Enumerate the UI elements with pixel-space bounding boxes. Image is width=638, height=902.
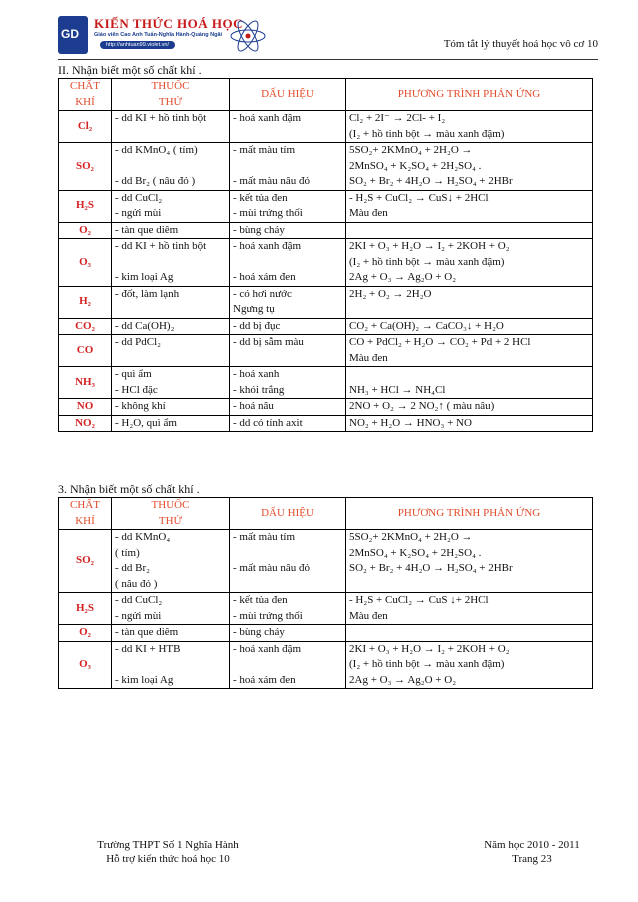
reagent-cell — [112, 530, 230, 593]
sign-line: - mùi trứng thối — [233, 207, 303, 219]
sign-cell — [230, 530, 346, 593]
column-header-gas-line: CHẤT — [70, 80, 100, 92]
reaction-line: Cl₂ + 2I⁻ → 2Cl- + I₂ — [349, 112, 446, 124]
gas-formula: CO — [76, 343, 94, 356]
reagent-cell — [112, 143, 230, 191]
reagent-line: - HCl đặc — [115, 383, 158, 396]
reaction-line: (I₂ + hồ tinh bột → màu xanh đậm) — [349, 658, 505, 670]
sign-line: - có hơi nước — [233, 287, 292, 300]
reaction-line: NH₃ + HCl → NH₄Cl — [349, 383, 446, 396]
sign-cell — [230, 625, 346, 642]
reaction-line: 2Ag + O₃ → Ag₂O + O₂ — [349, 673, 457, 686]
reagent-line: - dd CuCl₂ — [115, 594, 163, 606]
reaction-line: 2H₂ + O₂ → 2H₂O — [349, 287, 432, 300]
gas-identification-table-1 — [58, 78, 593, 432]
site-logo — [58, 16, 280, 56]
reaction-line: 2KI + O₃ + H₂O → I₂ + 2KOH + O₂ — [349, 240, 510, 252]
reagent-line — [115, 657, 226, 673]
sign-line: - hoá xanh đậm — [233, 240, 302, 252]
atom-icon — [228, 18, 268, 54]
logo-subtitle: Giáo viên Cao Anh Tuấn-Nghĩa Hành-Quảng Ngãi — [94, 32, 223, 38]
table-header-row — [59, 79, 593, 111]
reaction-line: - H₂S + CuCl₂ → CuS↓ + 2HCl — [349, 191, 489, 204]
gas-formula: O₂ — [79, 223, 91, 236]
gas-formula-cell — [59, 641, 112, 689]
sign-cell — [230, 286, 346, 318]
reagent-line: - kim loại Ag — [115, 673, 174, 686]
table-row — [59, 625, 593, 642]
sign-cell — [230, 143, 346, 191]
reaction-line: (I₂ + hồ tinh bột → màu xanh đậm) — [349, 255, 505, 268]
reaction-line: Màu đen — [349, 609, 388, 622]
table-row — [59, 593, 593, 625]
reaction-cell — [346, 530, 593, 593]
reaction-cell — [346, 286, 593, 318]
sign-line: - bùng cháy — [233, 626, 285, 638]
table-row — [59, 143, 593, 191]
column-header-reagent — [112, 498, 230, 530]
reagent-cell — [112, 593, 230, 625]
sign-line: - kết tủa đen — [233, 191, 288, 204]
gas-formula: SO₂ — [76, 159, 94, 172]
column-header-sign — [230, 79, 346, 111]
reaction-line — [349, 367, 589, 383]
reagent-line — [115, 159, 226, 175]
sign-line — [233, 577, 342, 593]
table-header-row — [59, 498, 593, 530]
sign-line: - dd bị sẫm màu — [233, 336, 304, 348]
reaction-line: SO₂ + Br₂ + 4H₂O → H₂SO₄ + 2HBr — [349, 562, 513, 574]
reagent-line: - dd KMnO₄ ( tím) — [115, 144, 198, 156]
reagent-line: - dd Br₂ ( nâu đỏ ) — [115, 175, 196, 187]
reagent-line: ( tím) — [115, 546, 140, 559]
reagent-line: - dd KI + hồ tinh bột — [115, 112, 207, 124]
logo-mark-icon — [58, 16, 88, 54]
reaction-cell — [346, 641, 593, 689]
gas-formula: H₂S — [76, 199, 94, 212]
column-header-gas-line: KHÍ — [75, 514, 95, 527]
table-row — [59, 222, 593, 239]
reagent-cell — [112, 222, 230, 239]
column-header-reagent-line: THỬ — [158, 95, 183, 108]
gas-formula-cell — [59, 530, 112, 593]
reaction-line: 2Ag + O₃ → Ag₂O + O₂ — [349, 271, 457, 283]
reaction-cell — [346, 143, 593, 191]
reagent-cell — [112, 111, 230, 143]
sign-line: - bùng cháy — [233, 223, 285, 236]
reagent-line: - đốt, làm lạnh — [115, 287, 180, 300]
sign-line: - mất màu tím — [233, 531, 296, 543]
column-header-sign-label: DẤU HIỆU — [261, 506, 314, 519]
reaction-cell — [346, 239, 593, 287]
sign-line: - mất màu nâu đỏ — [233, 175, 310, 187]
sign-cell — [230, 190, 346, 222]
column-header-reagent-line: THỬ — [158, 514, 183, 527]
sign-line — [233, 159, 342, 175]
gas-formula: SO₂ — [76, 554, 94, 567]
reaction-cell — [346, 190, 593, 222]
sign-line: - hoá nâu — [233, 400, 274, 412]
sign-cell — [230, 367, 346, 399]
gas-formula: NH₃ — [75, 375, 95, 388]
reagent-line: - không khí — [115, 400, 166, 412]
reaction-cell — [346, 593, 593, 625]
column-header-reaction — [346, 79, 593, 111]
sign-line — [233, 255, 342, 271]
reaction-line: - H₂S + CuCl₂ → CuS ↓+ 2HCl — [349, 594, 489, 606]
table-row — [59, 318, 593, 335]
table-row — [59, 367, 593, 399]
reaction-line: 2NO + O₂ → 2 NO₂↑ ( màu nâu) — [349, 400, 495, 412]
gas-formula: CO₂ — [75, 319, 95, 332]
gas-formula: NO₂ — [75, 416, 95, 429]
reagent-cell — [112, 335, 230, 367]
section2-heading: 3. Nhận biết một số chất khí . — [58, 482, 200, 496]
column-header-reagent-line: THUỐC — [151, 80, 190, 92]
reaction-cell — [346, 111, 593, 143]
reaction-cell — [346, 415, 593, 432]
reaction-line: Màu đen — [349, 207, 388, 219]
gas-formula-cell — [59, 286, 112, 318]
reaction-cell — [346, 335, 593, 367]
reagent-cell — [112, 415, 230, 432]
gas-formula: NO — [76, 400, 94, 412]
reaction-cell — [346, 367, 593, 399]
gas-formula-cell — [59, 318, 112, 335]
gas-formula-cell — [59, 111, 112, 143]
gas-formula: H₂S — [76, 601, 94, 614]
reagent-cell — [112, 239, 230, 287]
reagent-cell — [112, 625, 230, 642]
sign-cell — [230, 641, 346, 689]
column-header-reaction — [346, 498, 593, 530]
reaction-cell — [346, 318, 593, 335]
column-header-reaction-label: PHƯƠNG TRÌNH PHẢN ỨNG — [397, 506, 541, 519]
column-header-sign — [230, 498, 346, 530]
reagent-line: - ngửi mùi — [115, 207, 162, 219]
sign-cell — [230, 222, 346, 239]
reagent-cell — [112, 190, 230, 222]
reagent-line: - dd KMnO₄ — [115, 531, 171, 543]
table-row — [59, 641, 593, 689]
reagent-line: - quì ẩm — [115, 368, 152, 380]
reaction-line: 5SO₂+ 2KMnO₄ + 2H₂O → — [349, 144, 473, 156]
reagent-line: - dd KI + hồ tinh bột — [115, 240, 207, 252]
gas-formula-cell — [59, 222, 112, 239]
column-header-gas — [59, 498, 112, 530]
reagent-line: - dd CuCl₂ — [115, 191, 163, 204]
sign-line: - hoá xanh đậm — [233, 112, 302, 124]
reagent-cell — [112, 318, 230, 335]
gas-formula-cell — [59, 239, 112, 287]
sign-line: - hoá xám đen — [233, 271, 296, 283]
reagent-cell — [112, 367, 230, 399]
reagent-line: - tàn que diêm — [115, 223, 179, 236]
document-title: Tóm tắt lý thuyết hoá học vô cơ 10 — [443, 38, 598, 50]
reaction-line: 2KI + O₃ + H₂O → I₂ + 2KOH + O₂ — [349, 642, 510, 655]
reagent-line: - H₂O, quì ẩm — [115, 416, 177, 429]
sign-line: - mất màu tím — [233, 144, 296, 156]
sign-line: - dd bị đục — [233, 319, 281, 332]
reaction-line: 5SO₂+ 2KMnO₄ + 2H₂O → — [349, 531, 473, 543]
reagent-line: - dd Br₂ — [115, 562, 150, 574]
logo-title: KIẾN THỨC HOÁ HỌC — [94, 16, 243, 31]
reaction-line: (I₂ + hồ tinh bột → màu xanh đậm) — [349, 127, 505, 140]
reagent-cell — [112, 286, 230, 318]
table-row — [59, 335, 593, 367]
gas-formula-cell — [59, 190, 112, 222]
table-row — [59, 399, 593, 416]
sign-line: - hoá xanh đậm — [233, 642, 302, 655]
sign-cell — [230, 399, 346, 416]
footer-school: Trường THPT Số 1 Nghĩa Hành — [97, 839, 239, 851]
reagent-line: - kim loại Ag — [115, 271, 174, 283]
column-header-reaction-label: PHƯƠNG TRÌNH PHẢN ỨNG — [397, 87, 541, 100]
column-header-gas — [59, 79, 112, 111]
reagent-cell — [112, 399, 230, 416]
column-header-gas-line: CHẤT — [70, 499, 100, 511]
sign-line — [233, 657, 342, 673]
sign-line: - mất màu nâu đỏ — [233, 562, 310, 574]
gas-formula-cell — [59, 593, 112, 625]
table-row — [59, 190, 593, 222]
reaction-line — [349, 223, 589, 239]
reagent-line: - ngửi mùi — [115, 609, 162, 622]
table-row — [59, 239, 593, 287]
table-row — [59, 286, 593, 318]
reaction-line: CO₂ + Ca(OH)₂ → CaCO₃↓ + H₂O — [349, 319, 504, 332]
table-row — [59, 530, 593, 593]
sign-cell — [230, 318, 346, 335]
footer-year: Năm học 2010 - 2011 — [484, 839, 580, 851]
column-header-reagent — [112, 79, 230, 111]
gas-formula: O₃ — [79, 255, 91, 268]
gas-identification-table-2 — [58, 497, 593, 689]
reaction-cell — [346, 625, 593, 642]
gas-formula: O₃ — [79, 658, 91, 670]
page-number: Trang 23 — [512, 853, 552, 865]
reagent-cell — [112, 641, 230, 689]
gas-formula-cell — [59, 625, 112, 642]
reaction-line — [349, 577, 589, 593]
gas-formula: H₂ — [79, 295, 91, 308]
column-header-reagent-line: THUỐC — [151, 499, 190, 511]
reagent-line: - dd PdCl₂ — [115, 336, 162, 348]
gas-formula: O₂ — [79, 626, 91, 638]
reaction-line: Màu đen — [349, 351, 388, 364]
sign-cell — [230, 239, 346, 287]
sign-line: - hoá xanh — [233, 368, 280, 380]
sign-cell — [230, 335, 346, 367]
reagent-line — [115, 255, 226, 271]
reaction-line: NO₂ + H₂O → HNO₃ + NO — [349, 416, 472, 429]
reaction-line: 2MnSO₄ + K₂SO₄ + 2H₂SO₄ . — [349, 546, 482, 559]
sign-line: - khói trắng — [233, 383, 285, 396]
gas-formula-cell — [59, 143, 112, 191]
reaction-line: CO + PdCl₂ + H₂O → CO₂ + Pd + 2 HCl — [349, 336, 531, 348]
sign-cell — [230, 415, 346, 432]
reagent-line: - dd Ca(OH)₂ — [115, 319, 175, 332]
reaction-cell — [346, 399, 593, 416]
reaction-cell — [346, 222, 593, 239]
gas-formula-cell — [59, 367, 112, 399]
sign-line — [233, 546, 342, 562]
sign-line: - dd có tính axit — [233, 416, 303, 429]
footer-subtitle: Hỗ trợ kiến thức hoá học 10 — [106, 853, 230, 865]
reagent-line: ( nâu đỏ ) — [115, 577, 158, 590]
sign-cell — [230, 593, 346, 625]
sign-line: Ngưng tụ — [233, 303, 275, 315]
column-header-sign-label: DẤU HIỆU — [261, 87, 314, 100]
section1-heading: II. Nhận biết một số chất khí . — [58, 63, 202, 77]
reaction-line: SO₂ + Br₂ + 4H₂O → H₂SO₄ + 2HBr — [349, 175, 513, 187]
gas-formula-cell — [59, 415, 112, 432]
logo-url: http://anhtuan99.violet.vn/ — [100, 41, 175, 49]
gas-formula-cell — [59, 335, 112, 367]
gas-formula: Cl₂ — [77, 119, 93, 132]
gas-formula-cell — [59, 399, 112, 416]
column-header-gas-line: KHÍ — [75, 95, 95, 108]
sign-line: - mùi trứng thối — [233, 609, 303, 622]
table-row — [59, 111, 593, 143]
page-header — [58, 14, 598, 60]
reagent-line: - dd KI + HTB — [115, 642, 181, 655]
reagent-line: - tàn que diêm — [115, 626, 179, 638]
reaction-line: 2MnSO₄ + K₂SO₄ + 2H₂SO₄ . — [349, 159, 482, 172]
sign-line: - hoá xám đen — [233, 673, 296, 686]
sign-cell — [230, 111, 346, 143]
sign-line: - kết tủa đen — [233, 594, 288, 606]
reaction-line — [349, 625, 589, 641]
table-row — [59, 415, 593, 432]
